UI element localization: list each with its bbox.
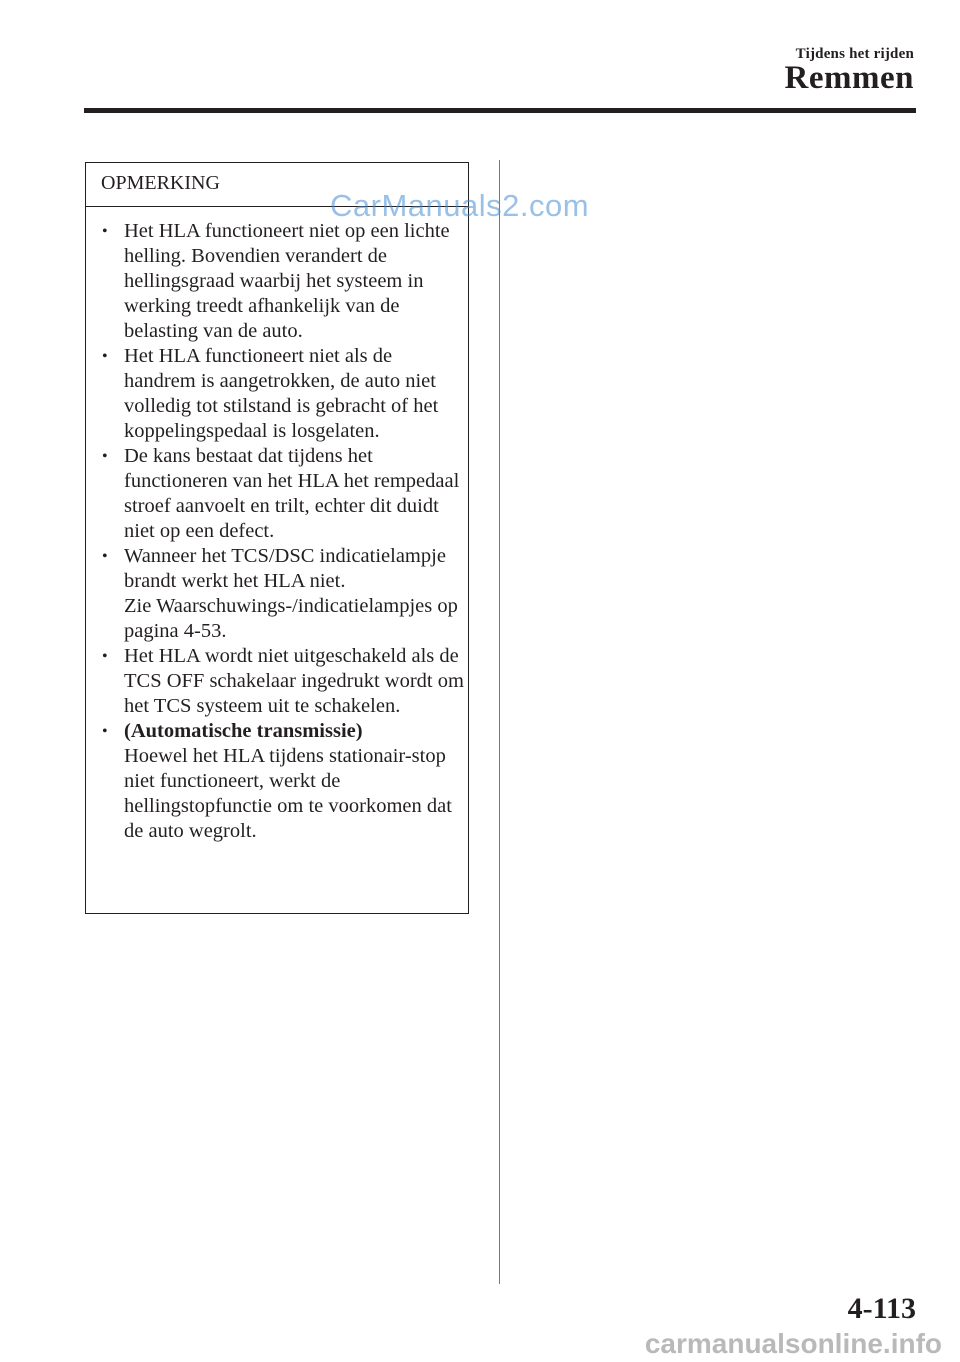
- bullet-icon: •: [102, 448, 108, 465]
- note-box: [85, 162, 469, 914]
- bullet-icon: •: [102, 723, 108, 740]
- bullet-icon: •: [102, 548, 108, 565]
- note-item: [102, 644, 468, 719]
- note-item: [102, 219, 468, 344]
- note-item-text: Wanneer het TCS/DSC indicatielampje brandt werkt het HLA niet.: [124, 545, 446, 592]
- section-label: Tijdens het rijden: [795, 46, 914, 62]
- note-list: [86, 207, 468, 844]
- header-divider: [84, 108, 916, 113]
- note-item-reference: Zie Waarschuwings-/indicatielampjes op pagina 4-53.: [124, 595, 458, 642]
- bullet-icon: •: [102, 223, 108, 240]
- note-item-text: Het HLA wordt niet uitgeschakeld als de TCS OFF schakelaar ingedrukt wordt om het TCS systeem uit te schakelen.: [124, 645, 464, 717]
- page-number: 4-113: [847, 1292, 916, 1325]
- note-item: [102, 444, 468, 544]
- bullet-icon: •: [102, 648, 108, 665]
- note-item: [102, 719, 468, 844]
- bullet-icon: •: [102, 348, 108, 365]
- watermark: CarManuals2.com: [330, 188, 590, 223]
- note-item-text: De kans bestaat dat tijdens het functioneren van het HLA het rempedaal stroef aanvoelt en trilt, echter dit duidt niet op een defect.: [124, 445, 460, 542]
- note-item-text: Het HLA functioneert niet als de handrem is aangetrokken, de auto niet volledig tot stilstand is gebracht of het koppelingspedaal is losgelaten.: [124, 345, 439, 442]
- column-divider: [499, 160, 500, 1284]
- note-item-text: Het HLA functioneert niet op een lichte helling. Bovendien verandert de hellingsgraad waarbij het systeem in werking treedt afhankelijk van de belasting van de auto.: [124, 220, 450, 342]
- note-item: [102, 344, 468, 444]
- page-title: Remmen: [784, 60, 914, 96]
- note-item-subheading: (Automatische transmissie): [124, 720, 363, 742]
- footer-watermark: carmanualsonline.info: [644, 1328, 942, 1359]
- note-heading: OPMERKING: [86, 163, 468, 207]
- note-item: [102, 544, 468, 644]
- note-item-text: Hoewel het HLA tijdens stationair-stop niet functioneert, werkt de hellingstopfunctie om te voorkomen dat de auto wegrolt.: [124, 745, 452, 842]
